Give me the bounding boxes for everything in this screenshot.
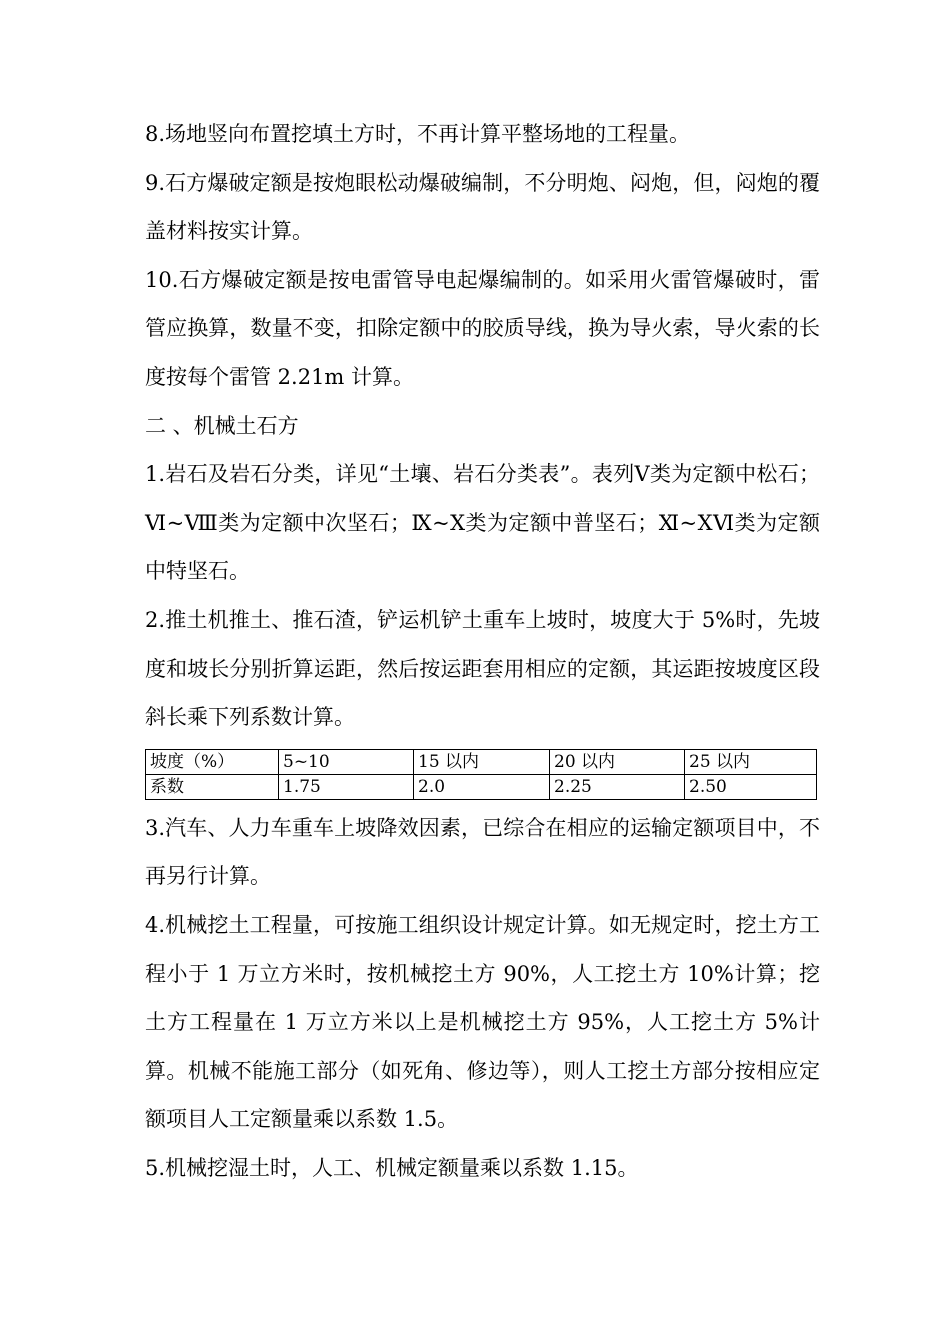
table-cell: 20 以内 (550, 749, 685, 774)
table-row (146, 749, 817, 774)
paragraph-8: 8.场地竖向布置挖填土方时，不再计算平整场地的工程量。 (145, 122, 691, 146)
table-cell: 2.0 (414, 774, 550, 799)
table-cell: 25 以内 (685, 749, 817, 774)
table-cell: 2.25 (550, 774, 685, 799)
paragraph-mech-4: 4.机械挖土工程量，可按施工组织设计规定计算。如无规定时，挖土方工程小于 1 万立方米时，按机械挖土方 90%，人工挖土方 10%计算；挖土方工程量在 1 万立方米以上是机械挖土方 95%，人工挖土方 5%计算。机械不能施工部分（如死角、修边等），则人工挖土方部分按相应定额项目人工定额量乘以系数 1.5。 (145, 912, 820, 1132)
paragraph-10: 10.石方爆破定额是按电雷管导电起爆编制的。如采用火雷管爆破时，雷管应换算，数量不变，扣除定额中的胶质导线，换为导火索，导火索的长度按每个雷管 2.21m 计算。 (145, 267, 820, 389)
paragraph-mech-2: 2.推土机推土、推石渣，铲运机铲土重车上坡时，坡度大于 5%时，先坡度和坡长分别折算运距，然后按运距套用相应的定额，其运距按坡度区段斜长乘下列系数计算。 (145, 607, 820, 730)
table-cell: 2.50 (685, 774, 817, 799)
paragraph-mech-1: 1.岩石及岩石分类，详见“土壤、岩石分类表”。表列Ⅴ类为定额中松石；Ⅵ~Ⅷ类为定额中次坚石；Ⅸ~Ⅹ类为定额中普坚石；Ⅺ~ⅩⅥ类为定额中特坚石。 (145, 462, 820, 584)
document-page (145, 110, 820, 1192)
table-cell: 系数 (146, 774, 279, 799)
table-cell: 5~10 (279, 749, 414, 774)
section-heading: 二 、机械土石方 (145, 413, 299, 438)
table-cell: 坡度（%） (146, 749, 279, 774)
table-cell: 1.75 (279, 774, 414, 799)
slope-coefficient-table (145, 749, 817, 800)
paragraph-mech-3: 3.汽车、人力车重车上坡降效因素，已综合在相应的运输定额项目中，不再另行计算。 (145, 815, 820, 889)
table-row (146, 774, 817, 799)
table-cell: 15 以内 (414, 749, 550, 774)
paragraph-9: 9.石方爆破定额是按炮眼松动爆破编制，不分明炮、闷炮，但，闷炮的覆盖材料按实计算。 (145, 170, 820, 244)
paragraph-mech-5: 5.机械挖湿土时，人工、机械定额量乘以系数 1.15。 (145, 1155, 639, 1180)
